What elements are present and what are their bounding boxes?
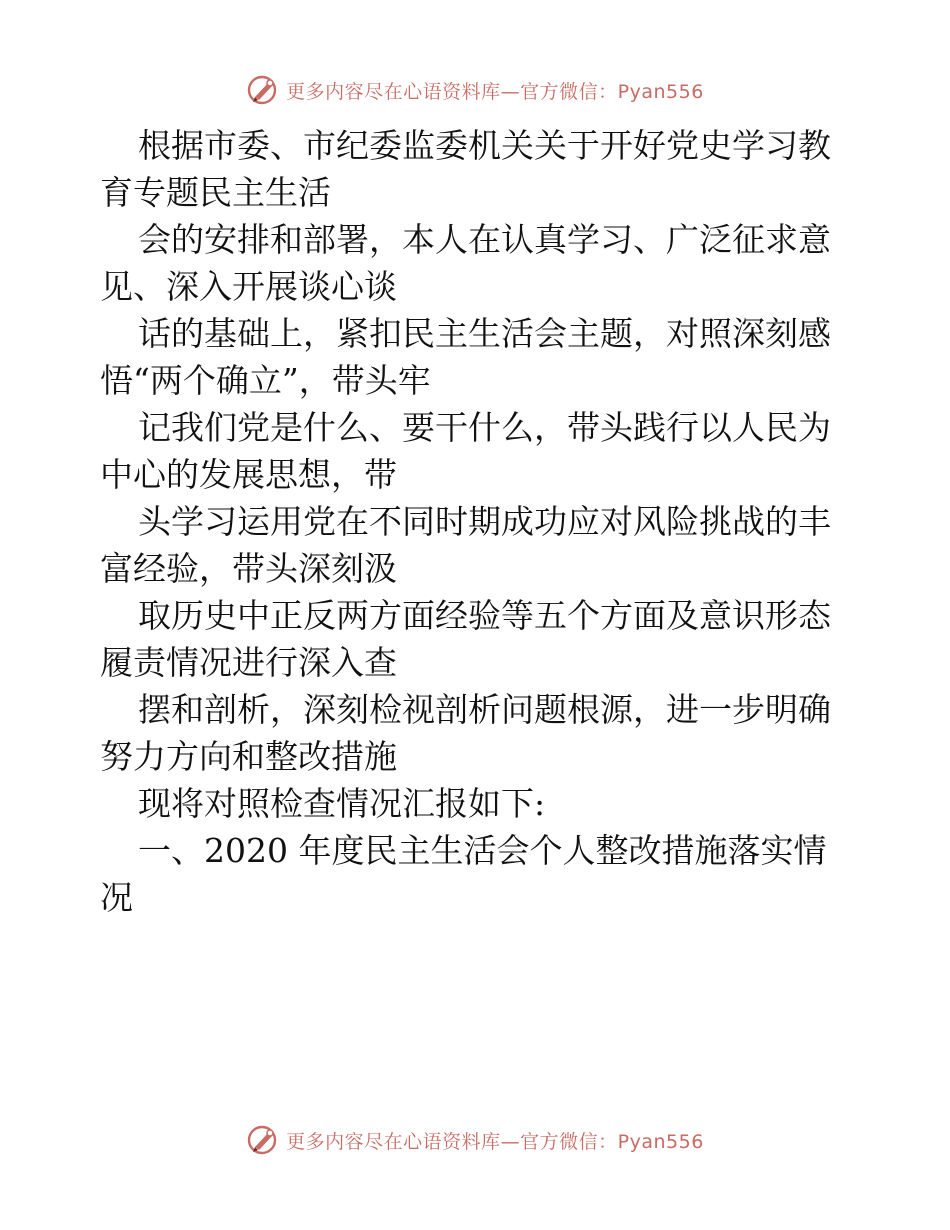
- text-line: 话的基础上，紧扣民主生活会主题，对照深刻感: [138, 314, 831, 353]
- pen-logo-icon: [246, 1123, 280, 1157]
- text-line: 育专题民主生活: [100, 173, 331, 212]
- text-line: 会的安排和部署，本人在认真学习、广泛征求意: [138, 220, 831, 259]
- text-line: 头学习运用党在不同时期成功应对风险挑战的丰: [138, 502, 831, 541]
- text-line: 况: [100, 878, 133, 917]
- pen-logo-icon: [246, 73, 280, 107]
- watermark-text: 更多内容尽在心语资料库—官方微信：Pyan556: [286, 1130, 704, 1153]
- text-line: 富经验，带头深刻汲: [100, 549, 397, 588]
- watermark-header: [0, 72, 950, 108]
- text-line: 摆和剖析，深刻检视剖析问题根源，进一步明确: [138, 690, 831, 729]
- text-line: 悟“两个确立”，带头牢: [100, 361, 431, 400]
- text-line: 履责情况进行深入查: [100, 643, 397, 682]
- watermark-text: 更多内容尽在心语资料库—官方微信：Pyan556: [286, 80, 704, 103]
- text-line: 努力方向和整改措施: [100, 737, 397, 776]
- text-line: 见、深入开展谈心谈: [100, 267, 397, 306]
- text-line: 根据市委、市纪委监委机关关于开好党史学习教: [138, 126, 831, 165]
- text-line: 记我们党是什么、要干什么，带头践行以人民为: [138, 408, 831, 447]
- text-line: 现将对照检查情况汇报如下:: [138, 784, 546, 823]
- text-line: 中心的发展思想，带: [100, 455, 397, 494]
- watermark-footer: [0, 1122, 950, 1158]
- document-body: [100, 120, 860, 919]
- section-heading: 一、2020 年度民主生活会个人整改措施落实情: [138, 831, 827, 870]
- text-line: 取历史中正反两方面经验等五个方面及意识形态: [138, 596, 831, 635]
